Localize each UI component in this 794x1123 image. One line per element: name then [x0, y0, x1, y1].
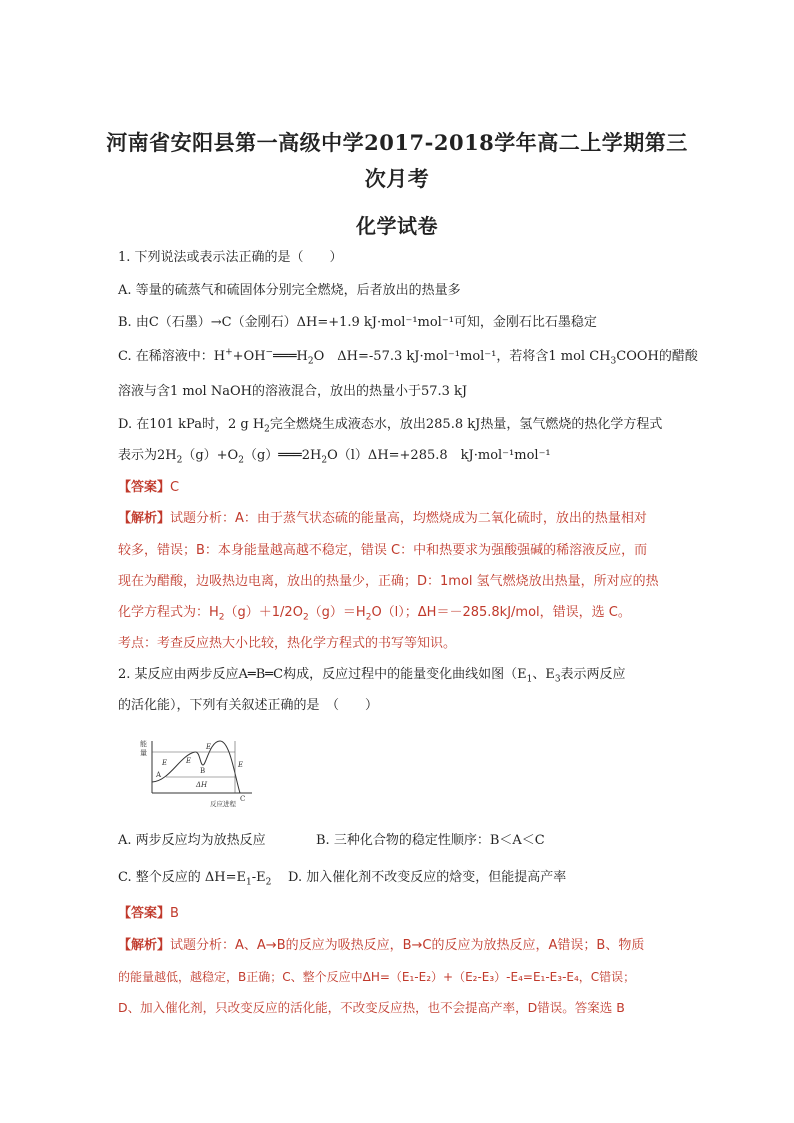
- q1-point: 考点：考查反应热大小比较，热化学方程式的书写等知识。: [118, 636, 457, 651]
- q2-analysis-line2: 的能量越低，越稳定，B正确；C、整个反应中ΔH=（E₁-E₂）+（E₂-E₃）-E₄=E₁-E₃-E₄，C错误；: [118, 970, 636, 984]
- q1-analysis-line2: 较多，错误；B：本身能量越高越不稳定，错误 C：中和热要求为强酸强碱的稀溶液反应，而: [118, 543, 648, 558]
- q1-analysis-line1: 【解析】试题分析：A：由于蒸气状态硫的能量高，均燃烧成为二氧化硫时，放出的热量相对: [118, 511, 647, 526]
- q2-stem-line2: 的活化能），下列有关叙述正确的是 （ ）: [118, 698, 379, 713]
- label-dh: ΔH: [196, 781, 208, 789]
- q1-analysis-line4: 化学方程式为：$H_2(g)+1/2O_2(g)=H_2O(l)$；ΔH＝－285.8kJ/mol，错误，选 C。: [118, 605, 631, 623]
- title-line-2: 次月考: [364, 166, 430, 191]
- q2-analysis-line1: 【解析】试题分析：A、A→B的反应为吸热反应，B→C的反应为放热反应，A错误；B、物质: [118, 938, 645, 953]
- answer-label: 【答案】: [118, 480, 171, 495]
- subject-title: 化学试卷: [356, 214, 438, 238]
- answer-label: 【答案】: [118, 906, 171, 921]
- label-e2: E: [186, 757, 192, 765]
- q2-option-a: A. 两步反应均为放热反应: [118, 833, 266, 848]
- q1-option-b: B. 由C（石墨）→C（金刚石）ΔH=+1.9 kJ·mol⁻¹mol⁻¹可知，金刚石比石墨稳定: [118, 315, 597, 330]
- y-label-2: 量: [140, 749, 147, 757]
- energy-diagram: [140, 737, 270, 807]
- label-e3: E: [206, 743, 212, 751]
- q1-stem: 1. 下列说法或表示法正确的是（ ）: [118, 250, 343, 265]
- q2-analysis-line3: D、加入催化剂，只改变反应的活化能，不改变反应热，也不会提高产率，D错误。答案选 B: [118, 1000, 625, 1015]
- label-c: C: [240, 795, 246, 803]
- q1-option-a: A. 等量的硫蒸气和硫固体分别完全燃烧，后者放出的热量多: [118, 283, 461, 298]
- q1-answer: [118, 479, 179, 497]
- answer-value: C: [170, 480, 180, 495]
- label-e4: E: [238, 761, 244, 769]
- q2-answer: [118, 905, 179, 923]
- q1-option-d-line1: D. 在101 kPa时，2 g $H_2$完全燃烧生成液态水，放出285.8 kJ热量，氢气燃烧的热化学方程式: [118, 417, 663, 435]
- q2-stem-line1: 2. 某反应由两步反应A═B═C构成，反应过程中的能量变化曲线如图（$E_1$、$E_3$表示两反应: [118, 667, 626, 685]
- q1-option-d-line2: 表示为$2H_2(g)+O_2(g)═══2H_2O(l)\Delta H=+285.8$ kJ·mol⁻¹mol⁻¹: [118, 448, 551, 466]
- title-line-1: 河南省安阳县第一高级中学2017-2018学年高二上学期第三: [106, 130, 688, 155]
- label-b: B: [200, 767, 206, 775]
- q2-option-d: D. 加入催化剂不改变反应的焓变，但能提高产率: [288, 870, 567, 885]
- q2-option-c: C. 整个反应的 $\Delta H=E_1-E_2$: [118, 870, 272, 888]
- label-a: A: [156, 771, 162, 779]
- q2-option-b: B. 三种化合物的稳定性顺序：B＜A＜C: [316, 833, 545, 848]
- q1-option-c-line2: 溶液与含1 mol NaOH的溶液混合，放出的热量小于57.3 kJ: [118, 384, 468, 399]
- y-label-1: 能: [140, 740, 147, 748]
- q1-option-c-line1: C. 在稀溶液中：$H^++OH^-═══H_2O$ ΔH=-57.3 kJ·mol⁻¹mol⁻¹，若将含1 mol $CH_3COOH$的醋酸: [118, 347, 698, 367]
- q1-analysis-line3: 现在为醋酸，边吸热边电离，放出的热量少，正确；D：1mol 氢气燃烧放出热量，所对应的热: [118, 574, 659, 589]
- label-e1: E: [162, 759, 168, 767]
- answer-value: B: [170, 906, 179, 921]
- x-label: 反应进程: [210, 800, 236, 807]
